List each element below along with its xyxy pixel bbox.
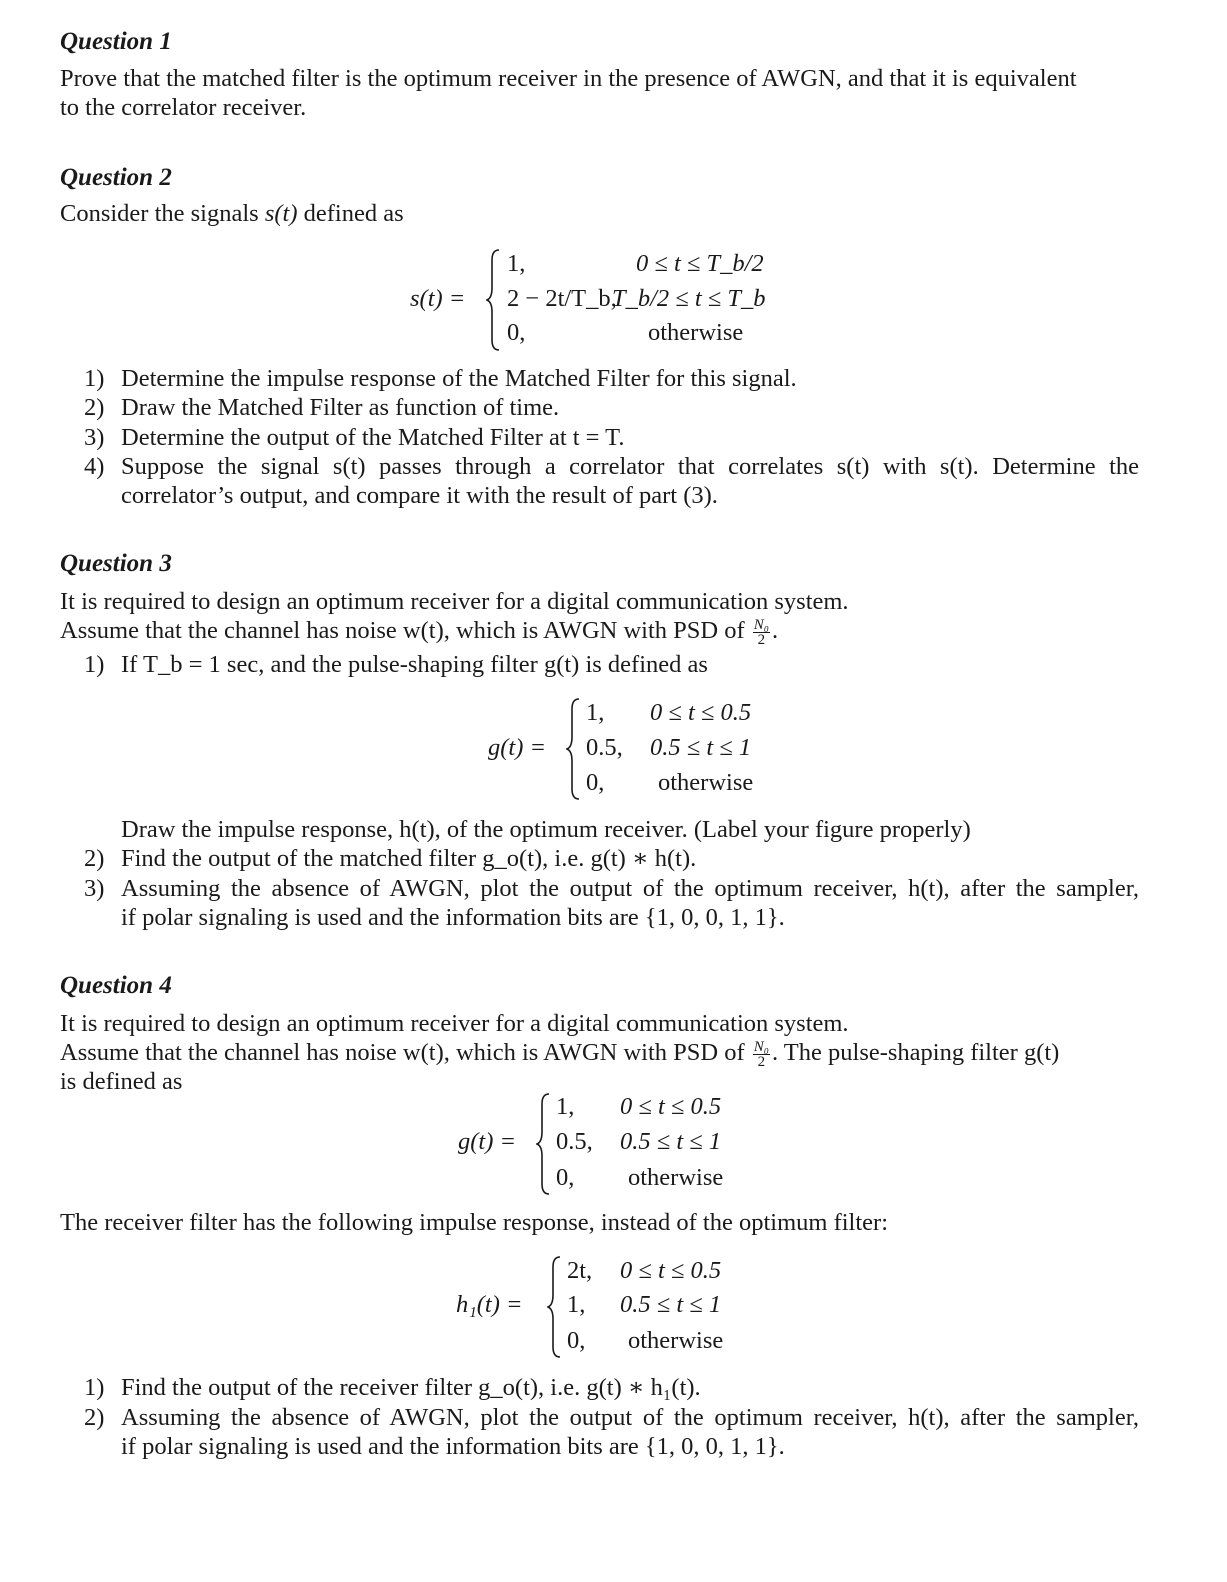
st-case-1-value: 1, bbox=[507, 250, 526, 277]
left-brace-icon bbox=[566, 697, 580, 801]
question-3-heading: Question 3 bbox=[60, 550, 172, 577]
q4-line-2-text: Assume that the channel has noise w(t), which is AWGN with PSD of bbox=[60, 1039, 745, 1066]
psd-numerator: N₀ bbox=[753, 1038, 769, 1055]
psd-denominator: 2 bbox=[757, 631, 766, 648]
q4-gt-equation-lhs: g(t) = bbox=[458, 1128, 517, 1155]
intro-end: defined as bbox=[303, 200, 404, 227]
q2-item-2-number: 2) bbox=[84, 394, 105, 421]
q3-line-2: Assume that the channel has noise w(t), which is AWGN with PSD of $\frac{\text{N₀}}{2}$ . bbox=[60, 616, 779, 648]
q4-gt-case-1-condition: 0 ≤ t ≤ 0.5 bbox=[620, 1093, 722, 1120]
st-case-1-condition: 0 ≤ t ≤ T_b/2 bbox=[636, 250, 764, 277]
question-2-intro bbox=[60, 199, 404, 229]
q2-item-3-number: 3) bbox=[84, 424, 105, 451]
psd-numerator: N₀ bbox=[753, 616, 769, 633]
psd-fraction bbox=[753, 618, 770, 647]
q2-item-2-text: Draw the Matched Filter as function of time. bbox=[121, 394, 560, 421]
question-4-heading: Question 4 bbox=[60, 972, 172, 999]
q4-gt-case-2-value: 0.5, bbox=[556, 1128, 593, 1155]
gt-case-1-condition: 0 ≤ t ≤ 0.5 bbox=[650, 699, 752, 726]
q4-item-2-text-line-2: if polar signaling is used and the information bits are {1, 0, 0, 1, 1}. bbox=[121, 1433, 785, 1460]
gt-equation-lhs: g(t) = bbox=[488, 734, 547, 761]
h1t-case-1-value: 2t, bbox=[567, 1257, 593, 1284]
intro-variable: s(t) bbox=[264, 200, 298, 227]
q4-line-2-end: . The pulse-shaping filter g(t) bbox=[771, 1039, 1060, 1066]
st-equation-lhs: s(t) = bbox=[410, 285, 466, 312]
q2-item-1-text: Determine the impulse response of the Matched Filter for this signal. bbox=[121, 365, 797, 392]
h1t-case-2-condition: 0.5 ≤ t ≤ 1 bbox=[620, 1291, 722, 1318]
q3-item-3-text-line-2: if polar signaling is used and the information bits are {1, 0, 0, 1, 1}. bbox=[121, 904, 785, 931]
q4-item-1-text: Find the output of the receiver filter g_o(t), i.e. g(t) ∗ h₁(t). bbox=[121, 1374, 701, 1401]
q4-line-2 bbox=[60, 1038, 1059, 1069]
question-1-heading: Question 1 bbox=[60, 28, 172, 55]
h1t-equation-lhs: h₁(t) = bbox=[456, 1291, 523, 1318]
question-1-text-line-1: Prove that the matched filter is the optimum receiver in the presence of AWGN, and that it is equivalent bbox=[60, 65, 1077, 92]
left-brace-icon bbox=[547, 1255, 561, 1359]
st-case-2-condition: T_b/2 ≤ t ≤ T_b bbox=[612, 285, 766, 312]
q3-item-1-number: 1) bbox=[84, 651, 105, 678]
st-case-3-condition: otherwise bbox=[648, 319, 744, 346]
q3-draw-text: Draw the impulse response, h(t), of the optimum receiver. (Label your figure properly) bbox=[121, 816, 971, 843]
gt-case-3-condition: otherwise bbox=[658, 769, 754, 796]
q4-receiver-text: The receiver filter has the following impulse response, instead of the optimum filter: bbox=[60, 1209, 888, 1236]
q4-item-1-number: 1) bbox=[84, 1374, 105, 1401]
q2-item-4-number: 4) bbox=[84, 453, 105, 480]
q3-line-1: It is required to design an optimum receiver for a digital communication system. bbox=[60, 588, 849, 615]
question-2-heading: Question 2 bbox=[60, 164, 172, 191]
h1t-case-3-condition: otherwise bbox=[628, 1327, 724, 1354]
gt-case-3-value: 0, bbox=[586, 769, 605, 796]
left-brace-icon bbox=[536, 1092, 550, 1196]
q3-item-3-number: 3) bbox=[84, 875, 105, 902]
q3-line-2-text: Assume that the channel has noise w(t), which is AWGN with PSD of bbox=[60, 617, 745, 644]
left-brace-icon bbox=[486, 248, 500, 352]
q3-item-1-text: If T_b = 1 sec, and the pulse-shaping filter g(t) is defined as bbox=[121, 651, 708, 678]
psd-denominator: 2 bbox=[757, 1053, 766, 1070]
q4-item-2-number: 2) bbox=[84, 1404, 105, 1431]
q3-item-2-number: 2) bbox=[84, 845, 105, 872]
gt-case-2-value: 0.5, bbox=[586, 734, 623, 761]
q4-gt-case-2-condition: 0.5 ≤ t ≤ 1 bbox=[620, 1128, 722, 1155]
q3-item-2-text: Find the output of the matched filter g_o(t), i.e. g(t) ∗ h(t). bbox=[121, 845, 697, 872]
q2-item-4-text: Suppose the signal s(t) passes through a correlator that correlates s(t) with s(t). Determine the bbox=[121, 453, 1139, 480]
q2-item-3-text: Determine the output of the Matched Filter at t = T. bbox=[121, 424, 625, 451]
q2-item-4-text-line-2: correlator’s output, and compare it with the result of part (3). bbox=[121, 482, 718, 509]
q3-item-3-text: Assuming the absence of AWGN, plot the output of the optimum receiver, h(t), after the sampler, bbox=[121, 875, 1139, 902]
psd-fraction bbox=[753, 1040, 770, 1069]
q4-line-3: is defined as bbox=[60, 1068, 183, 1095]
q4-item-2-text: Assuming the absence of AWGN, plot the output of the optimum receiver, h(t), after the sampler, bbox=[121, 1404, 1139, 1431]
question-1-text-line-2: to the correlator receiver. bbox=[60, 94, 307, 121]
q4-gt-case-1-value: 1, bbox=[556, 1093, 575, 1120]
st-case-2-value: 2 − 2t/T_b, bbox=[507, 285, 617, 312]
st-case-3-value: 0, bbox=[507, 319, 526, 346]
h1t-case-2-value: 1, bbox=[567, 1291, 586, 1318]
q4-line-1: It is required to design an optimum receiver for a digital communication system. bbox=[60, 1010, 849, 1037]
q4-gt-case-3-condition: otherwise bbox=[628, 1164, 724, 1191]
h1t-case-1-condition: 0 ≤ t ≤ 0.5 bbox=[620, 1257, 722, 1284]
gt-case-2-condition: 0.5 ≤ t ≤ 1 bbox=[650, 734, 752, 761]
q4-gt-case-3-value: 0, bbox=[556, 1164, 575, 1191]
gt-case-1-value: 1, bbox=[586, 699, 605, 726]
h1t-case-3-value: 0, bbox=[567, 1327, 586, 1354]
q2-item-1-number: 1) bbox=[84, 365, 105, 392]
intro-text: Consider the signals bbox=[60, 200, 259, 227]
